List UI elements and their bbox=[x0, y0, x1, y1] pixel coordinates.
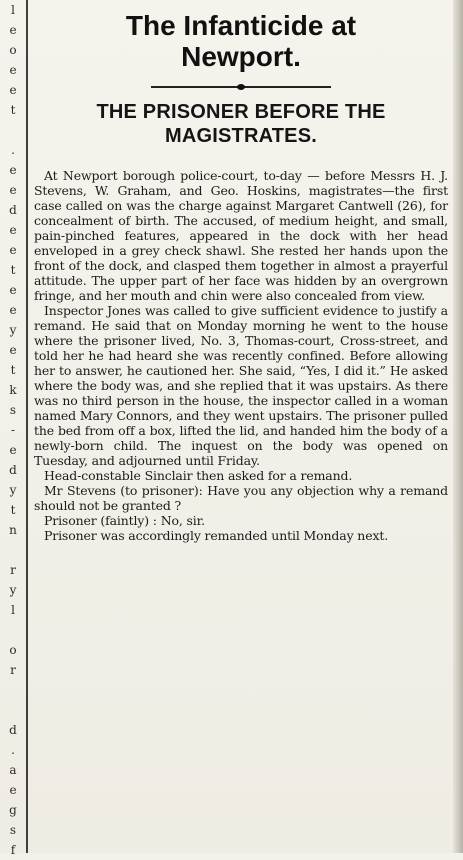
article-paragraph: Head-constable Sinclair then asked for a remand. bbox=[44, 468, 353, 483]
edge-char: f bbox=[10, 843, 16, 857]
edge-char: k bbox=[9, 383, 17, 397]
article-column bbox=[34, 6, 448, 543]
edge-char bbox=[0, 680, 26, 700]
edge-char: . bbox=[11, 143, 15, 157]
edge-char bbox=[0, 120, 26, 140]
edge-char: . bbox=[11, 743, 15, 757]
edge-char: t bbox=[10, 103, 16, 117]
subheadline-line-1: THE PRISONER BEFORE THE bbox=[96, 101, 386, 123]
edge-char: y bbox=[9, 323, 17, 337]
edge-char: d bbox=[9, 723, 17, 737]
edge-char: e bbox=[9, 183, 17, 197]
edge-char: d bbox=[9, 463, 17, 477]
edge-char: t bbox=[10, 263, 16, 277]
article-paragraph: At Newport borough police-court, to-day — before Messrs H. J. Stevens, W. Graham, and Geo. Hoskins, magistrates—the first case called on was the charge against Margaret Cantwell (26), for concealment of birth. The accused, of medium height, and small, pain-pinched features, appeared in the dock with her head enveloped in a grey check shawl. She rested her hands upon the front of the dock, and clasped them together in almost a prayerful attitude. The upper part of her face was hidden by an overgrown fringe, and her mouth and chin were also concealed from view. bbox=[34, 168, 448, 303]
edge-char: e bbox=[9, 303, 17, 317]
edge-char: e bbox=[9, 163, 17, 177]
edge-char: r bbox=[10, 663, 16, 677]
edge-char: o bbox=[9, 43, 17, 57]
headline-line-1: The Infanticide at bbox=[125, 10, 357, 41]
divider-ornament bbox=[237, 84, 245, 90]
edge-char: o bbox=[9, 643, 17, 657]
edge-char: l bbox=[11, 603, 15, 617]
adjacent-column-fragment bbox=[0, 0, 26, 857]
edge-char: e bbox=[9, 23, 17, 37]
edge-char: y bbox=[9, 583, 17, 597]
edge-char bbox=[0, 540, 26, 560]
edge-char bbox=[0, 620, 26, 640]
edge-char: e bbox=[9, 223, 17, 237]
edge-char: y bbox=[9, 483, 17, 497]
headline-divider bbox=[151, 82, 331, 92]
edge-char: d bbox=[9, 203, 17, 217]
headline-line-2: Newport. bbox=[181, 41, 301, 72]
edge-char: e bbox=[9, 283, 17, 297]
edge-char: t bbox=[10, 503, 16, 517]
edge-char: l bbox=[11, 3, 15, 17]
column-rule bbox=[26, 0, 28, 853]
subheadline-line-2: MAGISTRATES. bbox=[164, 125, 318, 147]
edge-char: e bbox=[9, 243, 17, 257]
edge-char: e bbox=[9, 783, 17, 797]
edge-char: e bbox=[9, 443, 17, 457]
edge-char: a bbox=[9, 763, 17, 777]
edge-char: t bbox=[10, 363, 16, 377]
edge-char: e bbox=[9, 343, 17, 357]
edge-char: e bbox=[9, 63, 17, 77]
article-paragraph: Prisoner was accordingly remanded until Monday next. bbox=[44, 528, 389, 543]
edge-char: e bbox=[9, 83, 17, 97]
article-paragraph: Prisoner (faintly) : No, sir. bbox=[44, 513, 205, 528]
edge-char: n bbox=[9, 523, 17, 537]
subheadline bbox=[34, 100, 448, 148]
edge-char: s bbox=[9, 403, 17, 417]
edge-char: - bbox=[10, 423, 16, 437]
page-edge-shadow bbox=[453, 0, 463, 853]
edge-char: s bbox=[9, 823, 17, 837]
headline bbox=[34, 6, 448, 72]
edge-char bbox=[0, 700, 26, 720]
article-paragraph: Inspector Jones was called to give sufficient evidence to justify a remand. He said that on Monday morning he went to the house where the prisoner lived, No. 3, Thomas-court, Cross-street, and told her he had heard she was recently confined. Before allowing her to answer, he cautioned her. She said, “Yes, I did it.” He asked where the body was, and she replied that it was upstairs. As there was no third person in the house, the inspector called in a woman named Mary Connors, and they went upstairs. The prisoner pulled the bed from off a box, lifted the lid, and handed him the body of a newly-born child. The inquest on the body was opened on Tuesday, and adjourned until Friday. bbox=[34, 303, 448, 468]
edge-char: g bbox=[9, 803, 17, 817]
article-paragraph: Mr Stevens (to prisoner): Have you any objection why a remand should not be granted ? bbox=[34, 483, 448, 513]
edge-char: r bbox=[10, 563, 16, 577]
